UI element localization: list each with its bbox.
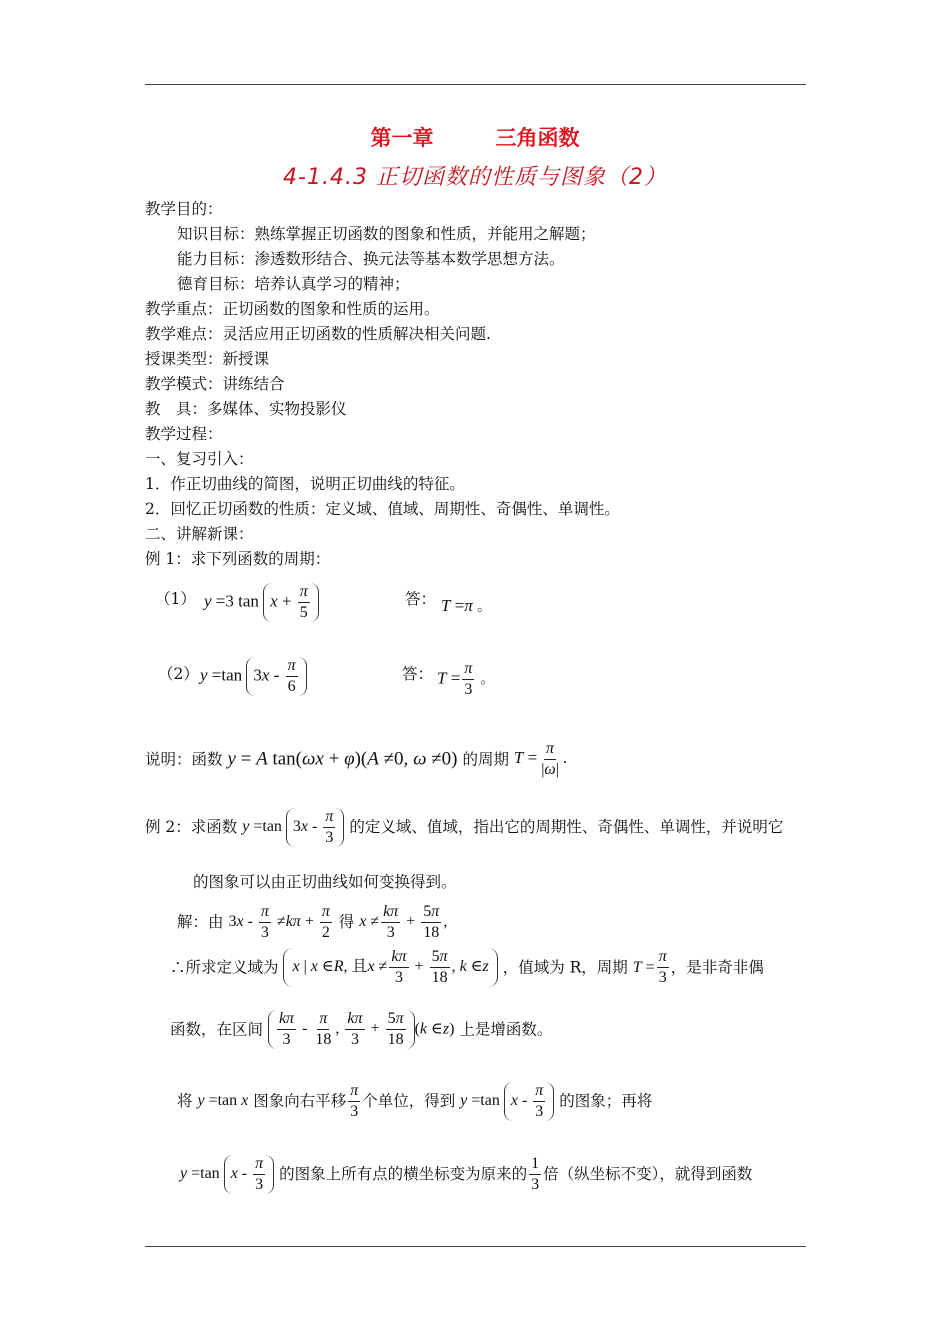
teaching-mode: 教学模式：讲练结合 <box>145 375 285 393</box>
footer-rule <box>145 1246 806 1247</box>
objective-moral: 德育目标：培养认真学习的精神； <box>177 275 410 293</box>
teaching-tools: 教 具：多媒体、实物投影仪 <box>145 400 347 418</box>
objective-knowledge: 知识目标：熟练掌握正切函数的图象和性质，并能用之解题； <box>177 225 596 243</box>
example1-q1-answer: T =π 。 <box>441 596 492 615</box>
transform-line-1: 将 y =tan x 图象向右平移 $\frac{\pi}{3}$ 个单位，得到 y =tan x - $\frac{\pi}{3}$ 的图象；再将 <box>177 1082 653 1120</box>
note-period: T = $\frac{\pi}{|\omega|}$ . <box>513 740 568 778</box>
chapter-label: 第一章 <box>370 126 434 150</box>
period-end-mark: 。 <box>477 600 492 615</box>
example1-q1-formula: y =3 tan x + $\frac{\pi}{5}$ <box>204 583 319 622</box>
example1-q1-number: （1） <box>155 590 196 608</box>
note-label: 说明：函数 <box>145 750 223 769</box>
example1-q2-number: （2） <box>158 665 199 683</box>
interval-line: 函数，在区间 $\frac{k\pi}{3}$ - $\frac{\pi}{18}$ , $\frac{k\pi}{3}$ + $\frac{5\pi}{18}$ (k ∈z) 上是增函数。 <box>170 1010 553 1048</box>
objectives-label: 教学目的： <box>145 200 223 218</box>
review-item-2: 2．回忆正切函数的性质：定义域、值域、周期性、奇偶性、单调性。 <box>145 500 620 518</box>
example2-formula: y =tan 3x - $\frac{\pi}{3}$ <box>242 818 344 835</box>
review-item-1: 1．作正切曲线的简图，说明正切曲线的特征。 <box>145 475 465 493</box>
chapter-heading <box>0 122 950 152</box>
note-line <box>145 740 567 779</box>
note-mid: 的周期 <box>462 750 509 769</box>
review-title: 一、复习引入： <box>145 450 254 468</box>
example1-q1-answer-label: 答： <box>405 590 437 608</box>
example1-q2-answer-label: 答： <box>402 665 434 683</box>
key-point: 教学重点：正切函数的图象和性质的运用。 <box>145 300 440 318</box>
difficulty: 教学难点：灵活应用正切函数的性质解决相关问题. <box>145 325 491 343</box>
solution-line: 解：由 3x - $\frac{\pi}{3}$ ≠kπ + $\frac{\pi}{2}$ 得 x ≠ $\frac{k\pi}{3}$ + $\frac{5\pi}{18}$ , <box>177 903 448 941</box>
lesson-type: 授课类型：新授课 <box>145 350 270 368</box>
note-formula: y = A tan(ωx + φ)(A ≠0, ω ≠0) <box>227 748 458 770</box>
domain-line: ∴所求定义域为 x | x ∈R, 且x ≠ $\frac{k\pi}{3}$ + $\frac{5\pi}{18}$ , k ∈z ，值域为 R，周期 T = $\frac{\pi}{3}$ ，是非奇非偶 <box>170 948 764 987</box>
example1-q2-formula: y =tan 3x - $\frac{\pi}{6}$ <box>200 657 307 696</box>
transform-line-2: y =tan x - $\frac{\pi}{3}$ 的图象上所有点的横坐标变为原来的 $\frac{1}{3}$ 倍（纵坐标不变），就得到函数 <box>180 1155 753 1193</box>
example1-title: 例 1：求下列函数的周期： <box>145 550 331 568</box>
chapter-title: 三角函数 <box>495 126 580 150</box>
objective-ability: 能力目标：渗透数形结合、换元法等基本数学思想方法。 <box>177 250 565 268</box>
section-title: 4-1.4.3 正切函数的性质与图象（2） <box>283 165 667 190</box>
example1-q2-answer: T = $\frac{\pi}{3}$ 。 <box>437 660 495 698</box>
example2-line2: 的图象可以由正切曲线如何变换得到。 <box>193 873 457 891</box>
example2-line1: 例 2：求函数 y =tan 3x - $\frac{\pi}{3}$ 的定义域、值域，指出它的周期性、奇偶性、单调性，并说明它 <box>145 808 784 846</box>
process-label: 教学过程： <box>145 425 223 443</box>
new-lesson-title: 二、讲解新课： <box>145 525 254 543</box>
header-rule <box>145 84 806 85</box>
